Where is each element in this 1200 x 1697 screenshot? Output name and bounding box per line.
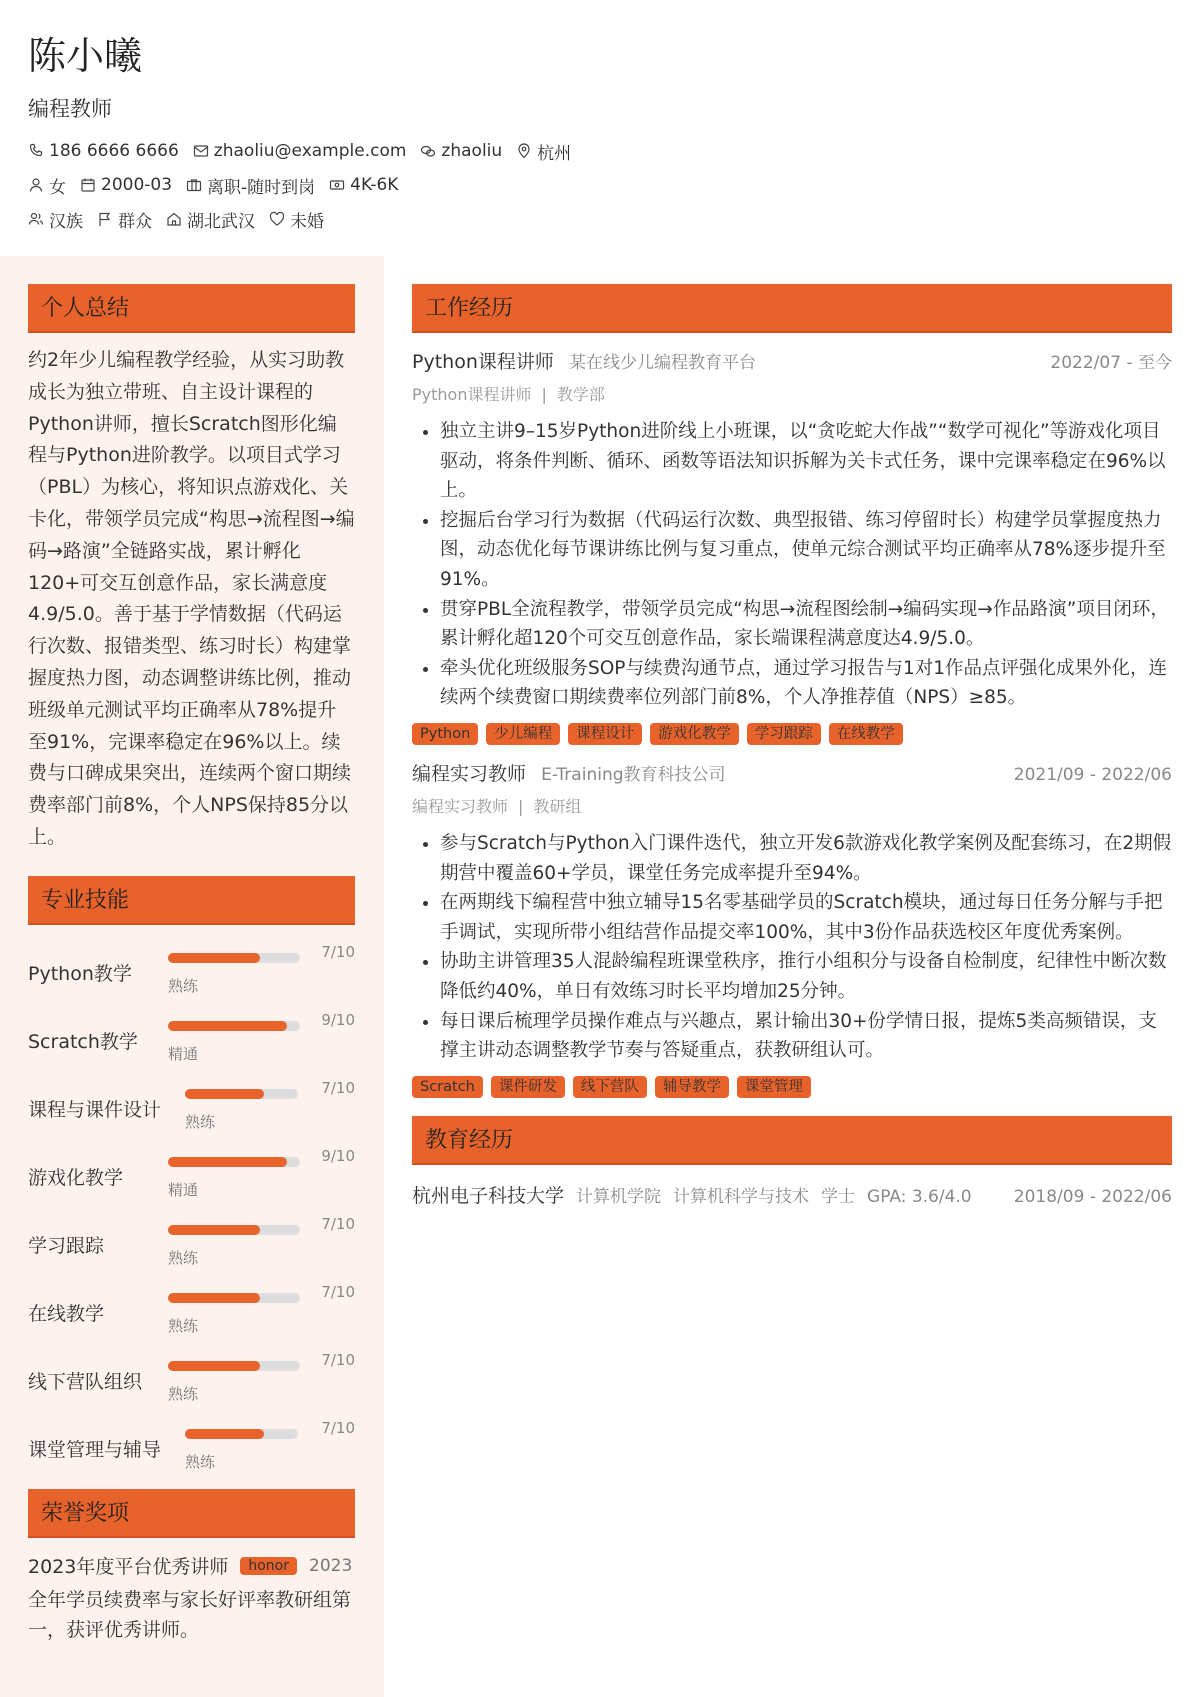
skill-bar [168, 1225, 300, 1235]
job-company: 某在线少儿编程教育平台 [568, 353, 756, 373]
bullet-item: • 贯穿PBL全流程教学，带领学员完成“构思→流程图绘制→编码实现→作品路演”项目闭环，累计孵化超120个可交互创意作品，家长端课程满意度达4.9/5.0。 [440, 595, 1172, 654]
right-column [412, 284, 1172, 1208]
gender-item [28, 173, 66, 198]
skill-item [28, 1075, 355, 1143]
birth-text: 2000-03 [101, 175, 173, 195]
skill-tag: 线下营队 [573, 1076, 647, 1098]
skills-section [28, 876, 355, 1483]
edu-college: 计算机学院 [576, 1186, 662, 1207]
job-bullets [412, 829, 1172, 1066]
job-date: 2022/07 - 至今 [1050, 353, 1172, 373]
job-dept: 教研组 [533, 796, 582, 816]
job-tags [412, 723, 1172, 745]
salary-item [329, 175, 398, 195]
job-role: Python课程讲师 [412, 385, 532, 404]
skill-fill [168, 1361, 260, 1371]
skill-score: 7/10 [321, 1351, 355, 1369]
bullet-item: • 牵头优化班级服务SOP与续费沟通节点，通过学习报告与1对1作品点评强化成果外化，连续两个续费窗口期续费率位列部门前8%，个人净推荐值（NPS）≥85。 [440, 654, 1172, 713]
job-subline [412, 794, 1172, 817]
political-item [97, 207, 152, 232]
bullet-item: • 独立主讲9–15岁Python进阶线上小班课，以“贪吃蛇大作战”“数学可视化”等游戏化项目驱动，将条件判断、循环、函数等语法知识拆解为关卡式任务，课中完课率稳定在96%以上。 [440, 417, 1172, 506]
honor-badge: honor [240, 1557, 297, 1575]
hometown-item [166, 207, 255, 232]
left-column [0, 256, 384, 1697]
job-bullets [412, 417, 1172, 713]
education-section [412, 1116, 1172, 1208]
job-header [412, 347, 1172, 374]
bullet-item: • 参与Scratch与Python入门课件迭代，独立开发6款游戏化教学案例及配套练习，在2期假期营中覆盖60+学员，课堂任务完成率提升至94%。 [440, 829, 1172, 888]
skill-bar [185, 1429, 298, 1439]
skill-level: 熟练 [168, 1249, 199, 1267]
skill-tag: 课堂管理 [737, 1076, 811, 1098]
skill-item [28, 1347, 355, 1415]
skill-item [28, 939, 355, 1007]
skill-level: 精通 [168, 1045, 199, 1063]
job-tags [412, 1076, 1172, 1098]
background-row [28, 208, 1172, 230]
calendar-icon [80, 177, 96, 193]
skill-level: 熟练 [168, 1317, 199, 1335]
bullet-item: • 在两期线下编程营中独立辅导15名零基础学员的Scratch模块，通过每日任务分解与手把手调试，实现所带小组结营作品提交率100%，其中3份作品获选校区年度优秀案例。 [440, 888, 1172, 947]
skill-tag: 辅导教学 [655, 1076, 729, 1098]
skill-level: 熟练 [168, 977, 199, 995]
job-entry [412, 759, 1172, 1098]
wechat-icon [420, 143, 436, 159]
education-row [412, 1181, 1172, 1208]
users-icon [28, 211, 44, 227]
skill-bar [185, 1089, 298, 1099]
wechat-text: zhaoliu [441, 141, 503, 161]
job-target-title: 编程教师 [28, 97, 112, 121]
skill-fill [185, 1089, 264, 1099]
phone-item [28, 141, 179, 161]
job-subline [412, 382, 1172, 405]
marital-item [269, 207, 324, 232]
edu-date: 2018/09 - 2022/06 [1013, 1186, 1172, 1207]
education-heading: 教育经历 [412, 1116, 1172, 1165]
briefcase-icon [186, 177, 202, 193]
salary-text: 4K-6K [350, 175, 399, 195]
skill-bar [168, 1157, 300, 1167]
skill-tag: 少儿编程 [486, 723, 560, 745]
location-item [516, 139, 571, 164]
skill-bar [168, 1021, 300, 1031]
job-company: E-Training教育科技公司 [541, 764, 726, 785]
skill-bar [168, 1293, 300, 1303]
honor-year: 2023 [309, 1555, 353, 1576]
skill-fill [168, 1157, 287, 1167]
skill-fill [168, 1293, 260, 1303]
job-header [412, 759, 1172, 786]
honor-title: 2023年度平台优秀讲师 [28, 1556, 229, 1578]
personal-row [28, 174, 1172, 196]
skill-item [28, 1143, 355, 1211]
marital-text: 未婚 [290, 211, 324, 232]
gender-text: 女 [49, 177, 66, 198]
skill-name: 课程与课件设计 [28, 1099, 162, 1121]
location-text: 杭州 [537, 143, 572, 164]
job-role: 编程实习教师 [412, 796, 509, 816]
flag-icon [97, 211, 113, 227]
home-icon [166, 211, 182, 227]
skill-level: 熟练 [185, 1453, 216, 1471]
mail-icon [193, 143, 209, 159]
skill-name: 课堂管理与辅导 [28, 1439, 162, 1461]
skill-level: 熟练 [168, 1385, 199, 1403]
work-heading: 工作经历 [412, 284, 1172, 333]
summary-heading: 个人总结 [28, 284, 355, 333]
bullet-item: • 每日课后梳理学员操作难点与兴趣点，累计输出30+份学情日报，提炼5类高频错误，支撑主讲动态调整教学节奏与答疑重点，获教研组认可。 [440, 1007, 1172, 1066]
skill-level: 熟练 [185, 1113, 216, 1131]
skill-tag: 学习跟踪 [747, 723, 821, 745]
separator: | [541, 385, 547, 404]
skill-name: 学习跟踪 [28, 1235, 105, 1257]
job-entry [412, 347, 1172, 745]
skill-tag: 课件研发 [491, 1076, 565, 1098]
hometown-text: 湖北武汉 [187, 211, 255, 232]
skill-bar [168, 953, 300, 963]
skill-level: 精通 [168, 1181, 199, 1199]
skill-score: 7/10 [321, 1079, 355, 1097]
user-icon [28, 177, 44, 193]
birth-item [80, 175, 172, 195]
edu-gpa: GPA: 3.6/4.0 [867, 1186, 972, 1207]
skill-fill [168, 1021, 287, 1031]
money-icon [329, 177, 345, 193]
status-text: 离职-随时到岗 [207, 177, 316, 198]
edu-school: 杭州电子科技大学 [412, 1184, 565, 1207]
ethnicity-item [28, 207, 83, 232]
separator: | [518, 796, 524, 816]
skill-score: 7/10 [321, 1419, 355, 1437]
skill-fill [185, 1429, 264, 1439]
job-date: 2021/09 - 2022/06 [1013, 764, 1172, 785]
skill-item [28, 1279, 355, 1347]
email-item [193, 141, 407, 161]
skill-tag: 游戏化教学 [650, 723, 739, 745]
honors-section [28, 1489, 355, 1645]
skill-item [28, 1211, 355, 1279]
bullet-item: • 挖掘后台学习行为数据（代码运行次数、典型报错、练习停留时长）构建学员掌握度热力图，动态优化每节课讲练比例与复习重点，使单元综合测试平均正确率从78%逐步提升至91%。 [440, 506, 1172, 595]
honors-heading: 荣誉奖项 [28, 1489, 355, 1538]
skills-list [28, 939, 355, 1483]
skill-fill [168, 1225, 260, 1235]
email-text: zhaoliu@example.com [213, 141, 407, 161]
status-item [186, 173, 315, 198]
phone-icon [28, 143, 44, 159]
job-title: 编程实习教师 [412, 762, 527, 785]
political-text: 群众 [118, 211, 152, 232]
skill-tag: Python [412, 723, 478, 745]
resume-header [28, 32, 1172, 230]
wechat-item [420, 141, 502, 161]
skill-item [28, 1415, 355, 1483]
edu-degree: 学士 [821, 1186, 856, 1207]
honor-description: 全年学员续费率与家长好评率教研组第一，获评优秀讲师。 [28, 1589, 352, 1641]
edu-major: 计算机科学与技术 [673, 1186, 810, 1207]
bullet-item: • 协助主讲管理35人混龄编程班课堂秩序，推行小组积分与设备自检制度，纪律性中断次数降低约40%，单日有效练习时长平均增加25分钟。 [440, 947, 1172, 1006]
skill-name: Python教学 [28, 963, 132, 985]
honor-title-row [28, 1552, 355, 1579]
job-title: Python课程讲师 [412, 351, 554, 373]
contact-row [28, 140, 1172, 162]
skill-score: 9/10 [321, 1147, 355, 1165]
phone-text: 186 6666 6666 [49, 141, 179, 161]
ethnicity-text: 汉族 [49, 211, 83, 232]
skill-tag: 课程设计 [568, 723, 642, 745]
skill-name: 线下营队组织 [28, 1371, 143, 1393]
skill-bar [168, 1361, 300, 1371]
heart-icon [269, 211, 285, 227]
skill-tag: 在线教学 [829, 723, 903, 745]
skill-score: 7/10 [321, 1283, 355, 1301]
skill-fill [168, 953, 260, 963]
candidate-name: 陈小曦 [28, 34, 143, 78]
skill-name: Scratch教学 [28, 1031, 138, 1053]
skill-score: 9/10 [321, 1011, 355, 1029]
skill-tag: Scratch [412, 1076, 483, 1098]
skill-score: 7/10 [321, 1215, 355, 1233]
skill-score: 7/10 [321, 943, 355, 961]
location-pin-icon [516, 143, 532, 159]
skill-item [28, 1007, 355, 1075]
summary-text: 约2年少儿编程教学经验，从实习助教成长为独立带班、自主设计课程的Python讲师，擅长Scratch图形化编程与Python进阶教学。以项目式学习（PBL）为核心，将知识点游戏化、关卡化，带领学员完成“构思→流程图→编码→路演”全链路实战，累计孵化120+可交互创意作品，家长满意度4.9/5.0。善于基于学情数据（代码运行次数、报错类型、练习时长）构建掌握度热力图，动态调整讲练比例，推动班级单元测试平均正确率从78%提升至91%，完课率稳定在96%以上。续费与口碑成果突出，连续两个窗口期续费率部门前8%，个人NPS保持85分以上。 [28, 349, 355, 848]
job-dept: 教学部 [556, 385, 605, 404]
skills-heading: 专业技能 [28, 876, 355, 925]
skill-name: 在线教学 [28, 1303, 105, 1325]
skill-name: 游戏化教学 [28, 1167, 124, 1189]
summary-section [28, 284, 355, 854]
